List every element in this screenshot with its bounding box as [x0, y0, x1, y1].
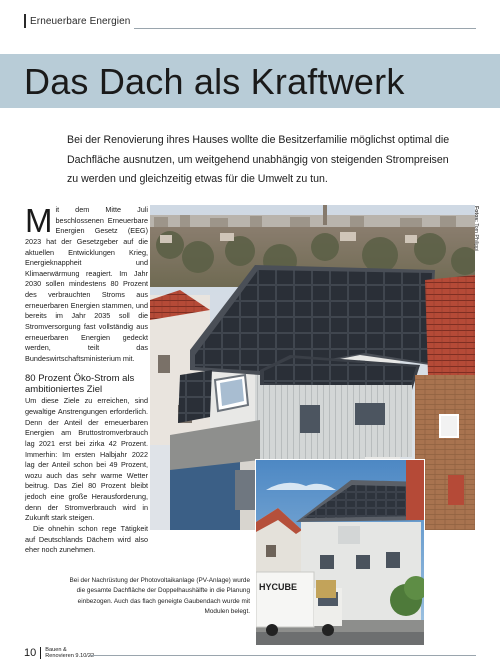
body-paragraph-1: it dem Mitte Juli beschlossenen Erneuerbare Energien Gesetz (EEG) 2023 hat der Gesetzgeber auf die aktuellen Entwicklungen Krieg, Energieknappheit und Klimaerwärmung reagiert. Im Jahr 2030 sollen mindestens 80 Prozent des verbrauchten Stroms aus erneuerbaren Energien stammen, und bereits im Jahr 2035 soll die Stromversorgung fast vollständig aus erneuerbaren Energien gedeckt werden, teilt das Bundeswirtschaftsministerium mit.: [25, 205, 148, 363]
subheading: 80 Prozent Öko-Strom als ambitioniertes Ziel: [25, 373, 135, 396]
body-paragraph-2: Um diese Ziele zu erreichen, sind gewaltige Anstrengungen erforderlich. Denn der Anteil der erneuerbaren Energien am Bruttostromverbrauch lag 2021 erst bei zirka 42 Prozent. Immerhin: Im ersten Halbjahr 2022 lag der Anteil schon bei 49 Prozent, wozu auch das sehr warme Wetter beitrug. Das Ziel 80 Prozent bleibt jedoch eine große Herausforderung, denn der Stromverbrauch wird in Zukunft stark steigen.: [25, 396, 148, 523]
section-rule: [134, 28, 476, 29]
magazine-line-1: Bauen &: [45, 647, 67, 653]
lead-paragraph: Bei der Renovierung ihres Hauses wollte die Besitzerfamilie möglichst optimal die Dachfläche ausnutzen, um weitgehend unabhängig von steigenden Strompreisen zu werden und gleichzeitig etwas für die Umwelt zu tun.: [67, 134, 450, 186]
credit-label: Fotos:: [473, 206, 479, 222]
photo-credit: [470, 206, 482, 266]
body-column: [25, 202, 148, 556]
photo-caption: Bei der Nachrüstung der Photovoltaikanlage (PV-Anlage) wurde die gesamte Dachfläche der Doppelhaushälfte in die Planung einbezogen. Auch das flach geneigte Gaubendach wurde mit Modulen belegt.: [69, 577, 250, 615]
article-title: Das Dach als Kraftwerk: [24, 61, 405, 102]
magazine-name: [45, 647, 94, 659]
truck-brand-label: HYCUBE: [259, 582, 298, 592]
footer-rule: [90, 655, 476, 656]
body-paragraph-3: Die ohnehin schon rege Tätigkeit auf Deutschlands Dächern wird also eher noch zunehmen.: [25, 523, 148, 555]
credit-name: Tom Philippi: [473, 221, 479, 252]
section-tag: Erneuerbare Energien: [24, 14, 130, 28]
page-footer: [24, 646, 94, 660]
page-number: 10: [24, 647, 41, 659]
street-view-photo: [255, 459, 425, 646]
dropcap: M: [25, 202, 53, 239]
magazine-line-2: Renovieren 9.10/22: [45, 653, 95, 659]
